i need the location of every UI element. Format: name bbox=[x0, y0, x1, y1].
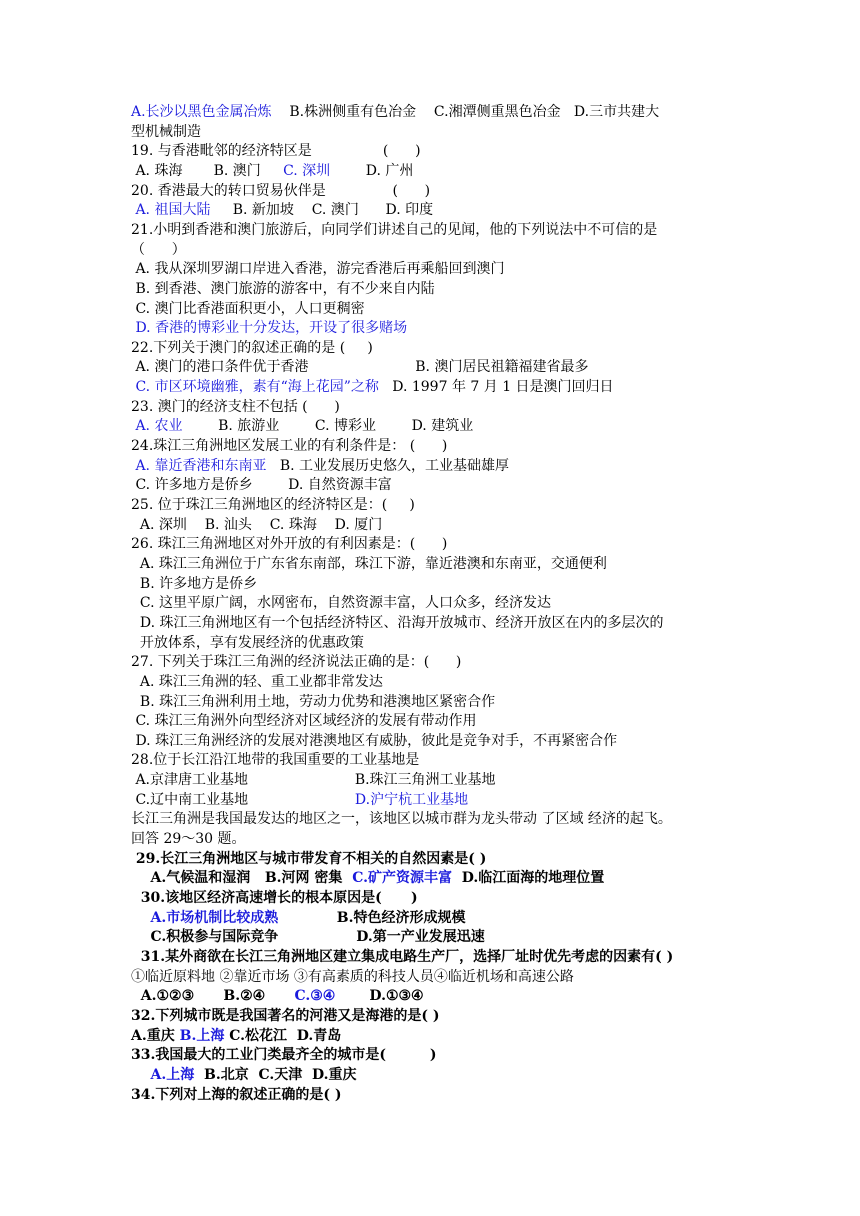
line-text: A. 我从深圳罗湖口岸进入香港，游完香港后再乘船回到澳门 bbox=[131, 261, 505, 278]
text-line bbox=[131, 1085, 341, 1105]
line-text: B. 新加坡 C. 澳门 D. 印度 bbox=[210, 202, 434, 219]
answer-text: A.上海 bbox=[150, 1066, 195, 1083]
line-text: （ ） bbox=[131, 241, 186, 258]
line-text: B. 珠江三角洲利用土地，劳动力优势和港澳地区紧密合作 bbox=[131, 693, 496, 710]
text-line bbox=[131, 416, 473, 436]
line-text: 19. 与香港毗邻的经济特区是 ( ) bbox=[131, 143, 421, 160]
text-line bbox=[131, 456, 509, 476]
line-text: C.辽中南工业基地 bbox=[131, 791, 355, 808]
line-text: 25. 位于珠江三角洲地区的经济特区是：( ) bbox=[131, 497, 415, 513]
answer-text: C.矿产资源丰富 bbox=[352, 870, 452, 887]
text-line bbox=[131, 652, 461, 672]
answer-text: A.市场机制比较成熟 bbox=[150, 909, 279, 926]
answer-text: A.长沙以黑色金属冶炼 bbox=[131, 104, 272, 120]
text-line bbox=[131, 967, 574, 987]
line-text: B.株洲侧重有色冶金 C.湘潭侧重黑色冶金 D.三市共建大 bbox=[271, 104, 660, 120]
text-line bbox=[131, 240, 186, 260]
answer-text: A. 靠近香港和东南亚 bbox=[131, 457, 267, 474]
text-line bbox=[131, 868, 604, 888]
line-text: D.①③④ bbox=[335, 988, 424, 1005]
line-text: 21.小明到香港和澳门旅游后，向同学们讲述自己的见闻，他的下列说法中不可信的是 bbox=[131, 221, 658, 238]
text-line bbox=[131, 731, 617, 751]
line-text: 29.长江三角洲地区与城市带发育不相关的自然因素是( ) bbox=[131, 850, 487, 867]
text-line bbox=[131, 692, 495, 712]
line-text: A. 珠江三角洲的轻、重工业都非常发达 bbox=[131, 673, 383, 690]
text-line bbox=[131, 338, 373, 358]
answer-text: D.沪宁杭工业基地 bbox=[354, 791, 469, 808]
line-text: 24.珠江三角洲地区发展工业的有利条件是： ( ) bbox=[131, 438, 448, 455]
line-text: B. 工业发展历史悠久，工业基础雄厚 bbox=[266, 457, 510, 474]
text-line bbox=[131, 809, 672, 829]
text-line bbox=[131, 102, 659, 122]
text-line bbox=[131, 908, 465, 928]
answer-text: D. 香港的博彩业十分发达，开设了很多赌场 bbox=[131, 320, 408, 337]
text-line bbox=[131, 829, 246, 849]
line-text: B. 旅游业 C. 博彩业 D. 建筑业 bbox=[182, 418, 474, 435]
text-line bbox=[131, 947, 673, 967]
line-text: 31.某外商欲在长江三角洲地区建立集成电路生产厂，选择厂址时优先考虑的因素有( ) bbox=[131, 948, 674, 965]
line-text: 20. 香港最大的转口贸易伙伴是 ( ) bbox=[131, 182, 431, 199]
text-line bbox=[131, 357, 588, 377]
line-text: 23. 澳门的经济支柱不包括 ( ) bbox=[131, 398, 340, 415]
text-line bbox=[131, 927, 485, 947]
text-line bbox=[131, 1026, 341, 1046]
text-line bbox=[131, 849, 486, 869]
answer-text: A. 祖国大陆 bbox=[131, 202, 211, 219]
line-text: A.京津唐工业基地 B.珠江三角洲工业基地 bbox=[131, 772, 496, 789]
text-line bbox=[131, 141, 421, 161]
text-line bbox=[131, 377, 614, 397]
line-text: A. 珠海 B. 澳门 bbox=[131, 162, 284, 179]
line-text: C. 这里平原广阔，水网密布，自然资源丰富，人口众多，经济发达 bbox=[131, 595, 552, 612]
line-text: D. 广州 bbox=[330, 162, 414, 179]
text-line bbox=[131, 181, 430, 201]
text-line bbox=[131, 318, 407, 338]
text-line bbox=[131, 593, 551, 613]
line-text: B.特色经济形成规模 bbox=[278, 909, 466, 926]
text-line bbox=[131, 436, 447, 456]
text-line bbox=[131, 534, 447, 554]
line-text: A. 澳门的港口条件优于香港 B. 澳门居民祖籍福建省最多 bbox=[131, 359, 589, 376]
text-line bbox=[131, 220, 657, 240]
text-line bbox=[131, 574, 257, 594]
line-text: 28.位于长江沿江地带的我国重要的工业基地是 bbox=[131, 752, 420, 769]
text-line bbox=[131, 888, 418, 908]
line-text: 30.该地区经济高速增长的根本原因是( ) bbox=[131, 890, 418, 906]
text-line bbox=[131, 259, 504, 279]
line-text: 回答 29～30 题。 bbox=[131, 831, 246, 848]
line-text: C.积极参与国际竞争 D.第一产业发展迅速 bbox=[131, 929, 485, 946]
line-text bbox=[131, 910, 151, 926]
line-text: A.重庆 bbox=[131, 1027, 180, 1044]
line-text: D. 珠江三角洲地区有一个包括经济特区、沿海开放城市、经济开放区在内的多层次的 bbox=[131, 614, 664, 631]
answer-text: A. 农业 bbox=[131, 418, 183, 435]
line-text: 34.下列对上海的叙述正确的是( ) bbox=[131, 1086, 342, 1103]
line-text: A. 深圳 B. 汕头 C. 珠海 D. 厦门 bbox=[131, 516, 383, 533]
line-text: C. 澳门比香港面积更小，人口更稠密 bbox=[131, 300, 365, 317]
line-text: D.临江面海的地理位置 bbox=[451, 870, 605, 887]
text-line bbox=[131, 495, 415, 515]
text-line bbox=[131, 672, 383, 692]
line-text: C. 许多地方是侨乡 D. 自然资源丰富 bbox=[131, 477, 392, 494]
line-text: C.松花江 D.青岛 bbox=[224, 1027, 342, 1044]
text-line bbox=[131, 475, 392, 495]
line-text bbox=[131, 1067, 151, 1083]
line-text: B. 许多地方是侨乡 bbox=[131, 575, 258, 592]
text-line bbox=[131, 397, 340, 417]
line-text: D. 1997 年 7 月 1 日是澳门回归日 bbox=[378, 379, 614, 396]
line-text: B. 到香港、澳门旅游的游客中，有不少来自内陆 bbox=[131, 280, 435, 297]
text-line bbox=[131, 279, 435, 299]
line-text: ①临近原料地 ②靠近市场 ③有高素质的科技人员④临近机场和高速公路 bbox=[131, 968, 574, 985]
line-text: C. 珠江三角洲外向型经济对区域经济的发展有带动作用 bbox=[131, 713, 477, 730]
text-line bbox=[131, 554, 607, 574]
text-line bbox=[131, 790, 468, 810]
text-line bbox=[131, 1006, 439, 1026]
text-line bbox=[131, 299, 365, 319]
text-line bbox=[131, 1065, 357, 1085]
answer-text: B.上海 bbox=[179, 1027, 225, 1044]
line-text: 型机械制造 bbox=[131, 123, 201, 140]
text-line bbox=[131, 613, 664, 633]
text-line bbox=[131, 633, 364, 653]
line-text: 22.下列关于澳门的叙述正确的是 ( ) bbox=[131, 339, 373, 356]
text-line bbox=[131, 161, 413, 181]
line-text: A. 珠江三角洲位于广东省东南部，珠江下游，靠近港澳和东南亚，交通便利 bbox=[131, 555, 607, 572]
text-line bbox=[131, 1045, 436, 1065]
line-text: 26. 珠江三角洲地区对外开放的有利因素是：( ) bbox=[131, 536, 448, 553]
answer-text: C. 市区环境幽雅，素有“海上花园”之称 bbox=[131, 379, 379, 396]
answer-text: C.③④ bbox=[294, 988, 336, 1005]
text-line bbox=[131, 515, 382, 535]
line-text: 32.下列城市既是我国著名的河港又是海港的是( ) bbox=[131, 1007, 440, 1024]
text-line bbox=[131, 770, 496, 790]
line-text: 27. 下列关于珠江三角洲的经济说法正确的是：( ) bbox=[131, 654, 462, 671]
answer-text: C. 深圳 bbox=[283, 162, 331, 179]
text-line bbox=[131, 986, 424, 1006]
line-text: A.气候温和湿润 B.河网 密集 bbox=[131, 870, 353, 887]
text-line bbox=[131, 711, 477, 731]
line-text: 开放体系，享有发展经济的优惠政策 bbox=[131, 634, 364, 651]
line-text: 33.我国最大的工业门类最齐全的城市是( ) bbox=[131, 1047, 437, 1064]
text-line bbox=[131, 122, 201, 142]
line-text: D. 珠江三角洲经济的发展对港澳地区有威胁，彼此是竞争对手，不再紧密合作 bbox=[131, 732, 618, 749]
line-text: B.北京 C.天津 D.重庆 bbox=[194, 1066, 357, 1083]
text-line bbox=[131, 750, 419, 770]
line-text: 长江三角洲是我国最发达的地区之一，该地区以城市群为龙头带动 了区域 经济的起飞。 bbox=[131, 811, 672, 828]
text-line bbox=[131, 200, 433, 220]
line-text: A.①②③ B.②④ bbox=[131, 988, 295, 1005]
